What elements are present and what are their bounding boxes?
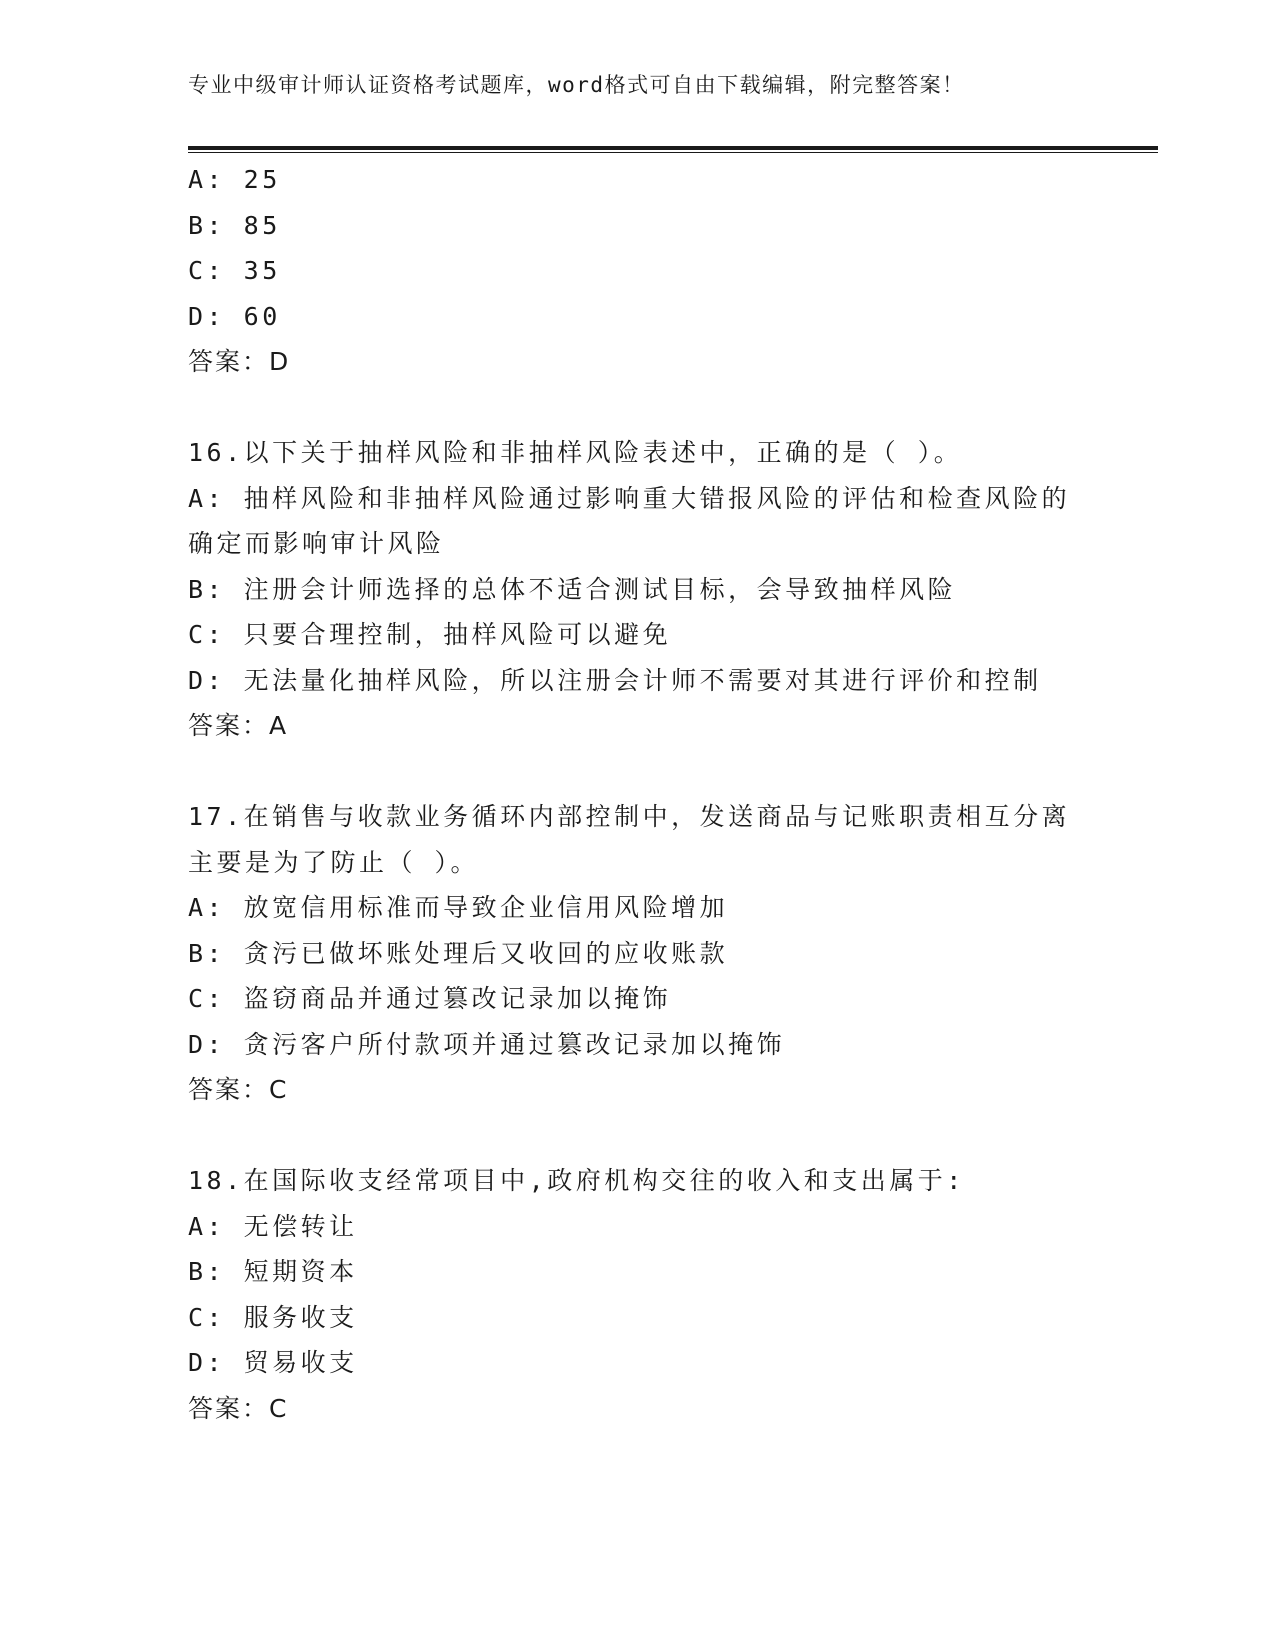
question-18-text: 18.在国际收支经常项目中,政府机构交往的收入和支出属于: <box>188 1166 965 1195</box>
option-c: C: 35 <box>188 256 281 285</box>
question-16-option-b: B: 注册会计师选择的总体不适合测试目标，会导致抽样风险 <box>188 574 957 604</box>
question-18-option-d: D: 贸易收支 <box>188 1348 358 1377</box>
question-17-option-b: B: 贪污已做坏账处理后又收回的应收账款 <box>188 938 729 968</box>
question-16-option-d: D: 无法量化抽样风险，所以注册会计师不需要对其进行评价和控制 <box>188 665 1042 695</box>
question-16-text: 16.以下关于抽样风险和非抽样风险表述中，正确的是（ ）。 <box>188 438 963 467</box>
question-16-answer: 答案：A <box>188 711 289 740</box>
question-17-option-a: A: 放宽信用标准而导致企业信用风险增加 <box>188 893 729 922</box>
question-17-text-cont: 主要是为了防止（ ）。 <box>188 847 480 877</box>
question-content <box>188 157 1088 1431</box>
question-17-text: 17.在销售与收款业务循环内部控制中，发送商品与记账职责相互分离 <box>188 802 1071 831</box>
header-rule-thick <box>188 146 1158 150</box>
option-d: D: 60 <box>188 301 281 331</box>
question-18-answer: 答案：C <box>188 1393 289 1423</box>
option-a: A: 25 <box>188 165 281 194</box>
answer-line: 答案：D <box>188 347 291 376</box>
question-17-option-d: D: 贪污客户所付款项并通过篡改记录加以掩饰 <box>188 1029 786 1059</box>
header-rule-thin <box>188 152 1158 153</box>
question-18-option-c: C: 服务收支 <box>188 1302 358 1332</box>
question-16-option-a-cont: 确定而影响审计风险 <box>188 529 445 558</box>
option-b: B: 85 <box>188 210 281 240</box>
question-17-answer: 答案：C <box>188 1075 289 1104</box>
question-18-option-b: B: 短期资本 <box>188 1257 358 1286</box>
page-header: 专业中级审计师认证资格考试题库，word格式可自由下载编辑，附完整答案！ <box>188 73 965 97</box>
question-16-option-a: A: 抽样风险和非抽样风险通过影响重大错报风险的评估和检查风险的 <box>188 483 1071 513</box>
question-16-option-c: C: 只要合理控制，抽样风险可以避免 <box>188 620 672 649</box>
question-17-option-c: C: 盗窃商品并通过篡改记录加以掩饰 <box>188 984 672 1013</box>
question-18-option-a: A: 无偿转让 <box>188 1211 358 1241</box>
